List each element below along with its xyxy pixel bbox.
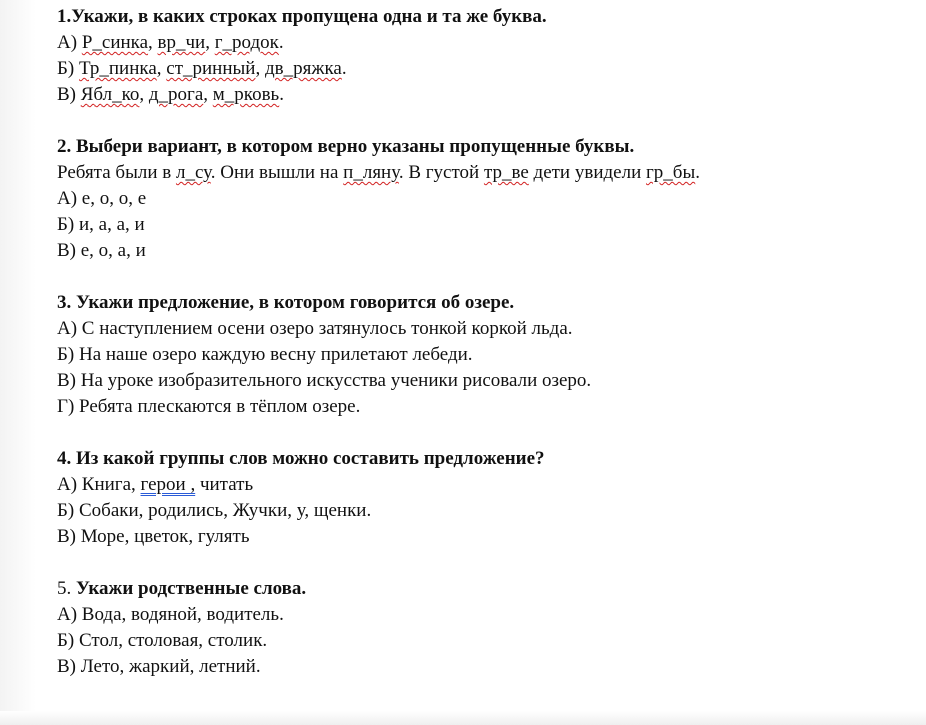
question-2-text: Ребята были в л_су. Они вышли на п_ляну. В густой тр_ве дети увидели гр_бы. bbox=[57, 162, 700, 183]
misspelled-word: гр_бы bbox=[646, 162, 696, 183]
misspelled-word: л_су bbox=[175, 162, 211, 183]
misspelled-word: ст_ринный bbox=[166, 58, 256, 79]
misspelled-word: дв_ряжка bbox=[264, 58, 342, 79]
misspelled-word: Р_синка bbox=[81, 32, 149, 53]
question-3-option-d: Г) Ребята плескаются в тёплом озере. bbox=[57, 396, 361, 417]
misspelled-word: Тр_пинка bbox=[79, 58, 157, 79]
page-edge-left bbox=[0, 0, 36, 725]
misspelled-word: Ябл_ко bbox=[80, 84, 140, 105]
question-2-option-b: Б) и, а, а, и bbox=[57, 214, 145, 235]
question-5-number: 5. bbox=[57, 578, 76, 599]
misspelled-word: д_рога bbox=[148, 84, 204, 105]
blank-line bbox=[57, 420, 907, 446]
blank-line bbox=[57, 264, 907, 290]
question-1-option-c: В) Ябл_ко, д_рога, м_рковь. bbox=[57, 84, 284, 105]
question-4-option-c: В) Море, цветок, гулять bbox=[57, 526, 250, 547]
question-5-option-c: В) Лето, жаркий, летний. bbox=[57, 656, 261, 677]
misspelled-word: тр_ве bbox=[483, 162, 529, 183]
misspelled-word: г_родок bbox=[214, 32, 279, 53]
question-2-option-c: В) е, о, а, и bbox=[57, 240, 146, 261]
misspelled-word: п_ляну bbox=[343, 162, 399, 183]
question-4-option-a: А) Книга, герои , читать bbox=[57, 474, 254, 495]
question-5-title bbox=[57, 576, 907, 602]
question-2-title: 2. Выбери вариант, в котором верно указаны пропущенные буквы. bbox=[57, 136, 635, 157]
question-2-option-a: А) е, о, о, е bbox=[57, 188, 147, 209]
document-content bbox=[57, 4, 907, 680]
page-edge-bottom bbox=[0, 711, 926, 725]
misspelled-word: вр_чи bbox=[157, 32, 206, 53]
question-5-title-text: Укажи родственные слова. bbox=[76, 578, 307, 599]
question-4-title: 4. Из какой группы слов можно составить предложение? bbox=[57, 448, 545, 469]
question-3-option-c: В) На уроке изобразительного искусства ученики рисовали озеро. bbox=[57, 370, 592, 391]
question-5-option-a: А) Вода, водяной, водитель. bbox=[57, 604, 284, 625]
question-3-option-a: А) С наступлением осени озеро затянулось тонкой коркой льда. bbox=[57, 318, 573, 339]
question-4-option-b: Б) Собаки, родились, Жучки, у, щенки. bbox=[57, 500, 372, 521]
misspelled-word: м_рковь bbox=[212, 84, 280, 105]
grammar-flagged-word: герои , bbox=[140, 474, 196, 495]
blank-line bbox=[57, 550, 907, 576]
question-3-title: 3. Укажи предложение, в котором говорится об озере. bbox=[57, 292, 515, 313]
question-3-option-b: Б) На наше озеро каждую весну прилетают лебеди. bbox=[57, 344, 473, 365]
question-1-title: 1.Укажи, в каких строках пропущена одна и та же буква. bbox=[57, 6, 547, 27]
blank-line bbox=[57, 108, 907, 134]
question-1-option-b: Б) Тр_пинка, ст_ринный, дв_ряжка. bbox=[57, 58, 347, 79]
question-5-option-b: Б) Стол, столовая, столик. bbox=[57, 630, 268, 651]
question-1-option-a: А) Р_синка, вр_чи, г_родок. bbox=[57, 32, 284, 53]
